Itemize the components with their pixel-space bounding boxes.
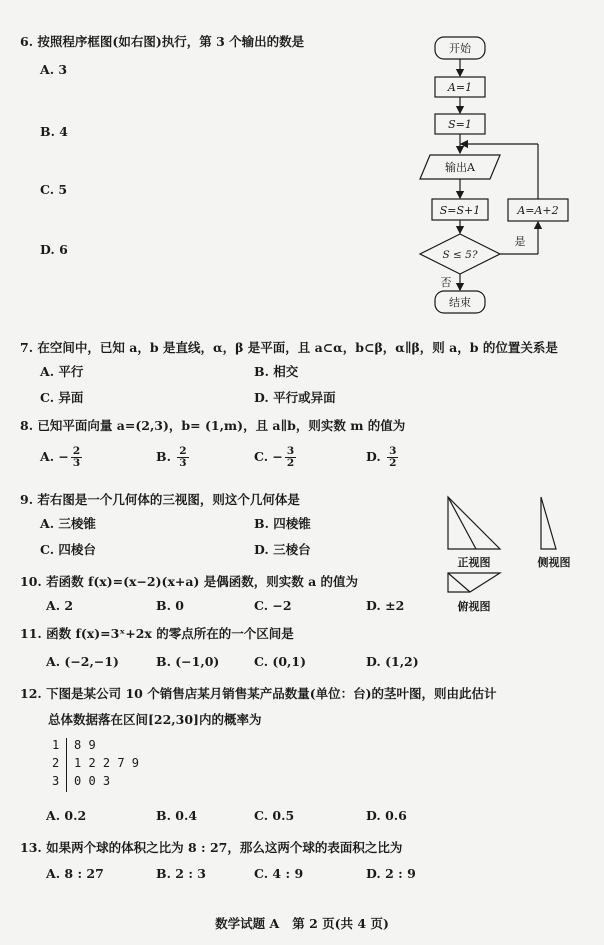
flowchart-no-label: 否 <box>440 276 452 289</box>
flowchart-a-init-label: A=1 <box>447 81 473 94</box>
page-footer: 数学试题 A 第 2 页(共 4 页) <box>215 916 389 931</box>
q12-stem-line2: 总体数据落在区间[22,30]内的概率为 <box>48 712 262 727</box>
q8-option-b-fraction <box>177 446 188 469</box>
q8-option-a <box>40 446 84 469</box>
q8-a-denominator: 3 <box>72 457 81 469</box>
q7-stem: 7. 在空间中，已知 a，b 是直线，α，β 是平面，且 a⊂α，b⊂β，α∥β，则 a，b 的位置关系是 <box>20 340 558 355</box>
q10-option-b: B. 0 <box>156 598 184 613</box>
q13-option-c: C. 4 : 9 <box>254 866 304 881</box>
q9-option-a: A. 三棱锥 <box>40 516 96 531</box>
q8-option-a-fraction <box>71 446 82 469</box>
q6-stem: 6. 按照程序框图(如右图)执行，第 3 个输出的数是 <box>20 34 305 49</box>
q8-a-numerator: 2 <box>72 445 81 457</box>
q8-c-denominator: 2 <box>286 457 295 469</box>
q13-option-d: D. 2 : 9 <box>366 866 416 881</box>
q6-option-c: C. 5 <box>40 182 68 197</box>
q8-option-b <box>156 446 191 469</box>
flowchart-output-label: 输出A <box>445 161 475 174</box>
q12-option-a: A. 0.2 <box>46 808 87 823</box>
q8-stem: 8. 已知平面向量 a=(2,3)，b= (1,m)，且 a∥b，则实数 m 的值为 <box>20 418 406 433</box>
q8-option-c-label: C. − <box>254 449 283 464</box>
flowchart-yes-label: 是 <box>514 235 526 248</box>
front-view-shape <box>448 497 500 549</box>
stem-value: 3 <box>52 774 60 788</box>
stem-value: 2 <box>52 756 60 770</box>
q10-option-d: D. ±2 <box>366 598 405 613</box>
q11-option-d: D. (1,2) <box>366 654 419 669</box>
q11-option-c: C. (0,1) <box>254 654 307 669</box>
stem-leaf-plot <box>52 738 192 794</box>
top-view-shape <box>448 573 500 592</box>
q8-option-c <box>254 446 298 469</box>
q8-option-d-fraction <box>387 446 398 469</box>
q8-c-numerator: 3 <box>286 445 295 457</box>
top-view-label: 俯视图 <box>457 600 491 613</box>
q6-option-d: D. 6 <box>40 242 68 257</box>
side-view-label: 侧视图 <box>537 556 571 569</box>
q7-option-b: B. 相交 <box>254 364 299 379</box>
q8-option-a-label: A. − <box>40 449 69 464</box>
q10-stem: 10. 若函数 f(x)=(x−2)(x+a) 是偶函数，则实数 a 的值为 <box>20 574 359 589</box>
q12-option-c: C. 0.5 <box>254 808 295 823</box>
leaf-values: 1 2 2 7 9 <box>74 756 140 770</box>
q10-option-c: C. −2 <box>254 598 292 613</box>
q8-option-c-fraction <box>285 446 296 469</box>
leaf-values: 0 0 3 <box>74 774 111 788</box>
q9-option-c: C. 四棱台 <box>40 542 96 557</box>
q11-option-a: A. (−2,−1) <box>46 654 119 669</box>
flowchart-condition-label: S ≤ 5? <box>442 249 478 261</box>
q9-option-d: D. 三棱台 <box>254 542 311 557</box>
q9-stem: 9. 若右图是一个几何体的三视图，则这个几何体是 <box>20 492 300 507</box>
q12-option-d: D. 0.6 <box>366 808 407 823</box>
stem-value: 1 <box>52 738 60 752</box>
q6-option-b: B. 4 <box>40 124 68 139</box>
flowchart-end-label: 结束 <box>449 296 471 309</box>
flowchart-s-init-label: S=1 <box>448 118 472 131</box>
q13-stem: 13. 如果两个球的体积之比为 8 : 27，那么这两个球的表面积之比为 <box>20 840 403 855</box>
side-view-shape <box>541 497 556 549</box>
q8-d-numerator: 3 <box>389 445 397 457</box>
stem-leaf-divider <box>66 738 67 792</box>
front-view-label: 正视图 <box>457 556 491 569</box>
q12-stem-line1: 12. 下图是某公司 10 个销售店某月销售某产品数量(单位：台)的茎叶图，则由此估计 <box>20 686 497 701</box>
flowchart-start-label: 开始 <box>449 42 471 55</box>
q7-option-a: A. 平行 <box>40 364 84 379</box>
q8-b-denominator: 3 <box>179 457 187 469</box>
q8-option-d-label: D. <box>366 449 386 464</box>
q8-d-denominator: 2 <box>389 457 397 469</box>
q13-option-b: B. 2 : 3 <box>156 866 206 881</box>
leaf-values: 8 9 <box>74 738 96 752</box>
q7-option-d: D. 平行或异面 <box>254 390 336 405</box>
q8-b-numerator: 2 <box>179 445 187 457</box>
flowchart-s-update-label: S=S+1 <box>439 204 481 217</box>
q7-option-c: C. 异面 <box>40 390 84 405</box>
q6-option-a: A. 3 <box>40 62 68 77</box>
q11-option-b: B. (−1,0) <box>156 654 220 669</box>
q9-option-b: B. 四棱锥 <box>254 516 311 531</box>
flowchart <box>0 0 604 320</box>
q10-option-a: A. 2 <box>46 598 74 613</box>
q8-option-d <box>366 446 400 469</box>
q13-option-a: A. 8 : 27 <box>46 866 104 881</box>
q11-stem: 11. 函数 f(x)=3ˣ+2x 的零点所在的一个区间是 <box>20 626 294 641</box>
q12-option-b: B. 0.4 <box>156 808 198 823</box>
q8-option-b-label: B. <box>156 449 176 464</box>
flowchart-a-update-label: A=A+2 <box>517 204 559 217</box>
